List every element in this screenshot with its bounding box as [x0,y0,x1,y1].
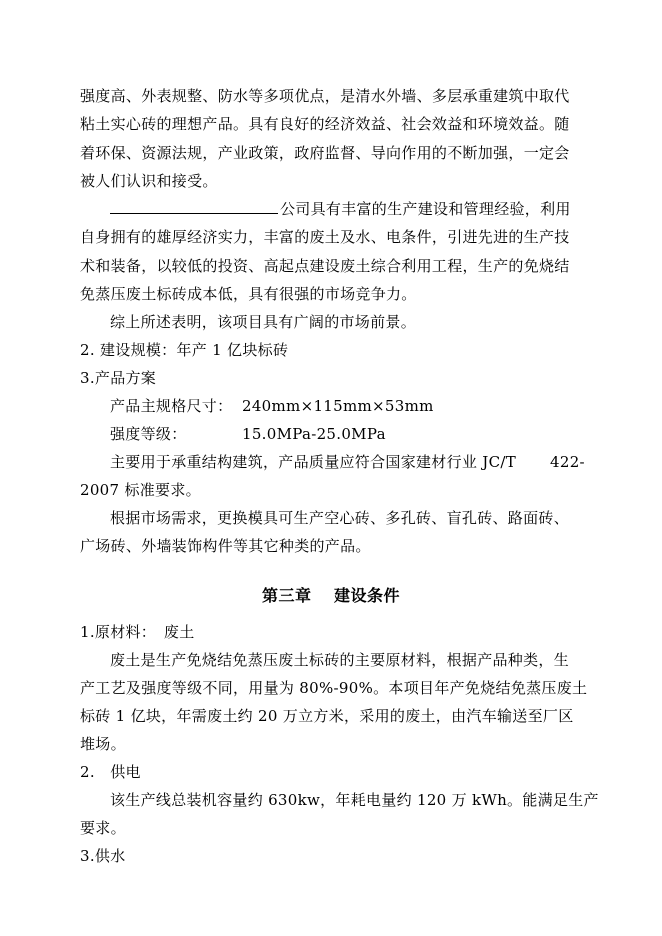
section-heading: 2. 供电 [80,763,141,781]
market-line: 广场砖、外墙装饰构件等其它种类的产品。 [80,537,371,555]
paragraph-line: 该生产线总装机容量约 630kw，年耗电量约 120 万 kWh。能满足生产 [110,791,599,809]
company-name-blank [110,199,278,214]
paragraph-line: 强度高、外表规整、防水等多项优点，是清水外墙、多层承重建筑中取代 [80,87,570,105]
usage-line: 2007 标准要求。 [80,481,201,499]
usage-text: 主要用于承重结构建筑，产品质量应符合国家建材行业 JC/T [110,453,517,471]
section-heading: 3.供水 [80,847,126,865]
paragraph-line: 被人们认识和接受。 [80,172,218,190]
market-line: 根据市场需求，更换模具可生产空心砖、多孔砖、盲孔砖、路面砖、 [110,509,570,527]
spec-row [110,396,434,416]
usage-text-end: 422- [550,453,585,471]
spec-label: 产品主规格尺寸： [110,397,233,415]
spec-value: 240mm×115mm×53mm [242,397,434,415]
section-heading: 1.原材料： 废土 [80,623,195,641]
paragraph-line: 免蒸压废土标砖成本低，具有很强的市场竞争力。 [80,285,417,303]
paragraph-text: 公司具有丰富的生产建设和管理经验，利用 [280,200,571,218]
paragraph-line: 术和装备，以较低的投资、高起点建设废土综合利用工程，生产的免烧结 [80,257,570,275]
strength-value: 15.0MPa-25.0MPa [242,425,386,443]
paragraph-line: 着环保、资源法规，产业政策，政府监督、导向作用的不断加强，一定会 [80,144,570,162]
strength-label: 强度等级： [110,425,187,443]
paragraph-line: 标砖 1 亿块，年需废土约 20 万立方米，采用的废土，由汽车输送至厂区 [80,707,574,725]
paragraph-line: 粘土实心砖的理想产品。具有良好的经济效益、社会效益和环境效益。随 [80,115,570,133]
usage-line [110,452,585,472]
section-heading: 2. 建设规模：年产 1 亿块标砖 [80,341,289,359]
paragraph-line: 废土是生产免烧结免蒸压废土标砖的主要原材料，根据产品种类，生 [110,651,570,669]
strength-row [110,424,386,444]
chapter-title: 第三章 建设条件 [261,586,401,605]
paragraph-line: 自身拥有的雄厚经济实力，丰富的废土及水、电条件，引进先进的生产技 [80,228,570,246]
paragraph-line: 堆场。 [80,735,126,753]
paragraph-line: 要求。 [80,819,126,837]
section-heading: 3.产品方案 [80,369,157,387]
paragraph-line-with-blank [110,199,571,219]
summary-line: 综上所述表明，该项目具有广阔的市场前景。 [110,313,417,331]
paragraph-line: 产工艺及强度等级不同，用量为 80%-90%。本项目年产免烧结免蒸压废土 [80,679,588,697]
